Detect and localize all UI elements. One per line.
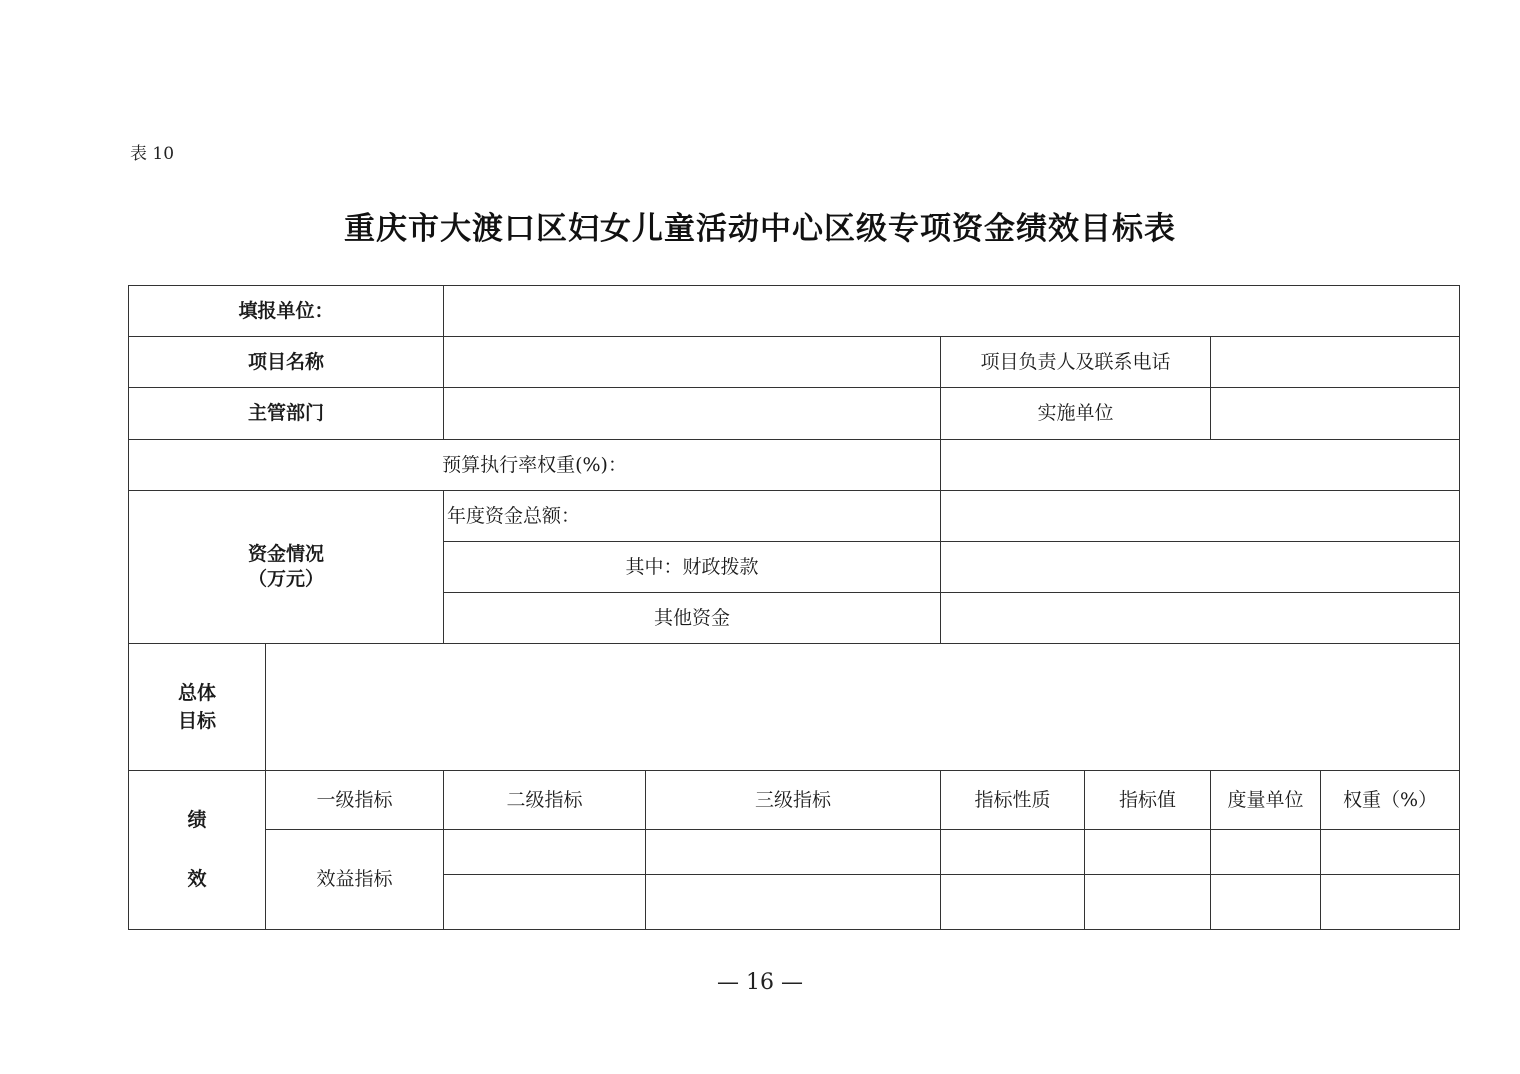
header-level3: 三级指标 [646, 771, 941, 830]
annual-total-row [129, 491, 1460, 542]
header-level1: 一级指标 [266, 771, 444, 830]
table-number: 表 10 [130, 144, 175, 164]
nature-field[interactable] [941, 830, 1085, 875]
table-row [129, 830, 1460, 875]
budget-rate-label: 预算执行率权重(%)： [129, 440, 941, 491]
indicator-header-row [129, 771, 1460, 830]
fiscal-field[interactable] [941, 542, 1460, 593]
fill-unit-field[interactable] [444, 286, 1460, 337]
budget-rate-field[interactable] [941, 440, 1460, 491]
project-lead-field[interactable] [1211, 337, 1460, 388]
funds-label: 资金情况 [248, 543, 325, 566]
annual-total-label: 年度资金总额： [444, 491, 941, 542]
page-number: — 16 — [717, 970, 803, 995]
department-field[interactable] [444, 388, 941, 440]
header-level2: 二级指标 [444, 771, 646, 830]
performance-label-cell [129, 771, 266, 930]
performance-label-line1: 绩 [187, 809, 207, 832]
fill-unit-row [129, 286, 1460, 337]
overall-goal-label-cell [129, 644, 266, 771]
performance-target-table [128, 285, 1460, 930]
budget-rate-row [129, 440, 1460, 491]
performance-label-line2: 效 [187, 868, 207, 890]
header-nature: 指标性质 [941, 771, 1085, 830]
header-value: 指标值 [1085, 771, 1211, 830]
other-funds-field[interactable] [941, 593, 1460, 644]
level2-field[interactable] [444, 830, 646, 875]
funds-label-cell [129, 491, 444, 644]
overall-goal-field[interactable] [266, 644, 1460, 771]
header-unit: 度量单位 [1211, 771, 1321, 830]
value-field[interactable] [1085, 830, 1211, 875]
project-name-field[interactable] [444, 337, 941, 388]
other-funds-label: 其他资金 [444, 593, 941, 644]
department-label: 主管部门 [129, 388, 444, 440]
implementer-label: 实施单位 [941, 388, 1211, 440]
project-name-label: 项目名称 [129, 337, 444, 388]
overall-goal-label-line2: 目标 [177, 710, 216, 732]
overall-goal-label-line1: 总体 [177, 681, 216, 704]
header-weight: 权重（%） [1321, 771, 1460, 830]
fill-unit-label: 填报单位： [129, 286, 444, 337]
weight-field[interactable] [1321, 875, 1460, 930]
level2-field[interactable] [444, 875, 646, 930]
overall-goal-row [129, 644, 1460, 771]
document-title: 重庆市大渡口区妇女儿童活动中心区级专项资金绩效目标表 [344, 211, 1176, 247]
nature-field[interactable] [941, 875, 1085, 930]
unit-field[interactable] [1211, 830, 1321, 875]
fiscal-label: 其中：财政拨款 [444, 542, 941, 593]
annual-total-field[interactable] [941, 491, 1460, 542]
implementer-field[interactable] [1211, 388, 1460, 440]
department-row [129, 388, 1460, 440]
value-field[interactable] [1085, 875, 1211, 930]
project-name-row [129, 337, 1460, 388]
project-lead-label: 项目负责人及联系电话 [941, 337, 1211, 388]
level3-field[interactable] [646, 875, 941, 930]
level3-field[interactable] [646, 830, 941, 875]
funds-unit: （万元） [248, 568, 325, 590]
weight-field[interactable] [1321, 830, 1460, 875]
benefit-indicator-label: 效益指标 [266, 830, 444, 930]
unit-field[interactable] [1211, 875, 1321, 930]
